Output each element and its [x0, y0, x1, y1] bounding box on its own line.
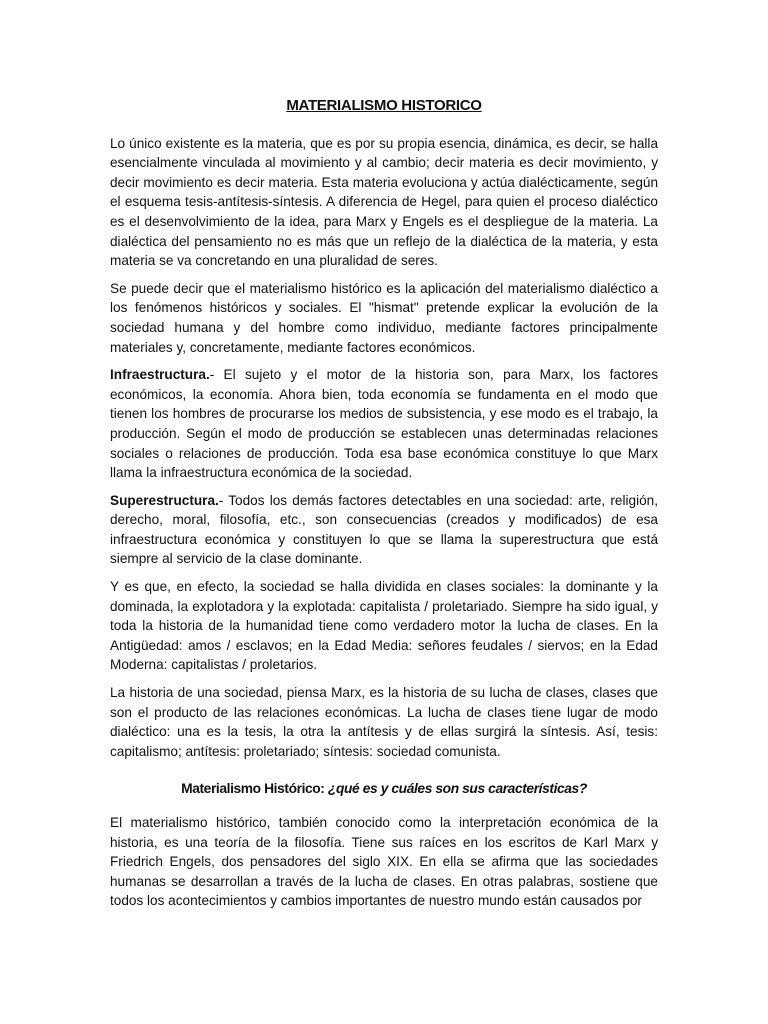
paragraph-2-text: Se puede decir que el materialismo histórico es la aplicación del materialismo dialéctico a los fenómenos históricos y sociales. El "hismat" pretende explicar la evolución de la sociedad humana y del hombre como individuo, mediante factores principalmente materiales y, concretamente, mediante factores económicos.: [110, 280, 658, 355]
paragraph-1-text: Lo único existente es la materia, que es por su propia esencia, dinámica, es decir, se halla esencialmente vinculada al movimiento y al cambio; decir materia es decir movimiento, y decir movimiento es decir materia. Esta materia evoluciona y actúa dialécticamente, según el esquema tesis-antítesis-síntesis. A diferencia de Hegel, para quien el proceso dialéctico es el desenvolvimiento de la idea, para Marx y Engels es el despliegue de la materia. La dialéctica del pensamiento no es más que un reflejo de la dialéctica de la materia, y esta materia se va concretando en una pluralidad de seres.: [110, 135, 658, 269]
paragraph-superestructura: [110, 491, 658, 569]
subtitle-italic: ¿qué es y cuáles son sus características?: [327, 781, 587, 797]
paragraph-7: [110, 813, 658, 911]
paragraph-2: [110, 279, 658, 357]
paragraph-5-text: Y es que, en efecto, la sociedad se halla dividida en clases sociales: la dominante y la dominada, la explotadora y la explotada: capitalista / proletariado. Siempre ha sido igual, y toda la historia de la humanidad tiene como verdadero motor la lucha de clases. En la Antigüedad: amos / esclavos; en la Edad Media: señores feudales / siervos; en la Edad Moderna: capitalistas / proletarios.: [110, 579, 658, 673]
paragraph-infraestructura: [110, 365, 658, 483]
superestructura-text: - Todos los demás factores detectables en una sociedad: arte, religión, derecho, moral, filosofía, etc., son consecuencias (creados y modificados) de esa infraestructura económica y constituyen lo que se llama la superestructura que está siempre al servicio de la clase dominante.: [110, 492, 658, 567]
section-subtitle: [110, 779, 658, 799]
subtitle-plain: Materialismo Histórico:: [181, 781, 328, 797]
superestructura-heading: Superestructura.: [110, 492, 219, 508]
paragraph-6-text: La historia de una sociedad, piensa Marx, es la historia de su lucha de clases, clases que son el producto de las relaciones económicas. La lucha de clases tiene lugar de modo dialéctico: una es la tesis, la otra la antítesis y de ellas surgirá la síntesis. Así, tesis: capitalismo; antítesis: proletariado; síntesis: sociedad comunista.: [110, 685, 658, 759]
paragraph-7-text: El materialismo histórico, también conocido como la interpretación económica de la historia, es una teoría de la filosofía. Tiene sus raíces en los escritos de Karl Marx y Friedrich Engels, dos pensadores del siglo XIX. En ella se afirma que las sociedades humanas se desarrollan a través de la lucha de clases. En otras palabras, sostiene que todos los acontecimientos y cambios importantes de nuestro mundo están causados por: [110, 815, 658, 909]
paragraph-5: [110, 577, 658, 675]
infraestructura-text: - El sujeto y el motor de la historia son, para Marx, los factores económicos, la economía. Ahora bien, toda economía se fundamenta en el modo que tienen los hombres de procurarse los medios de subsistencia, y ese modo es el trabajo, la producción. Según el modo de producción se establecen unas determinadas relaciones sociales o relaciones de producción. Toda esa base económica constituye lo que Marx llama la infraestructura económica de la sociedad.: [110, 367, 658, 481]
infraestructura-heading: Infraestructura.: [110, 367, 210, 383]
document-title: MATERIALISMO HISTORICO: [286, 97, 482, 114]
paragraph-6: [110, 683, 658, 761]
paragraph-1: [110, 134, 658, 271]
